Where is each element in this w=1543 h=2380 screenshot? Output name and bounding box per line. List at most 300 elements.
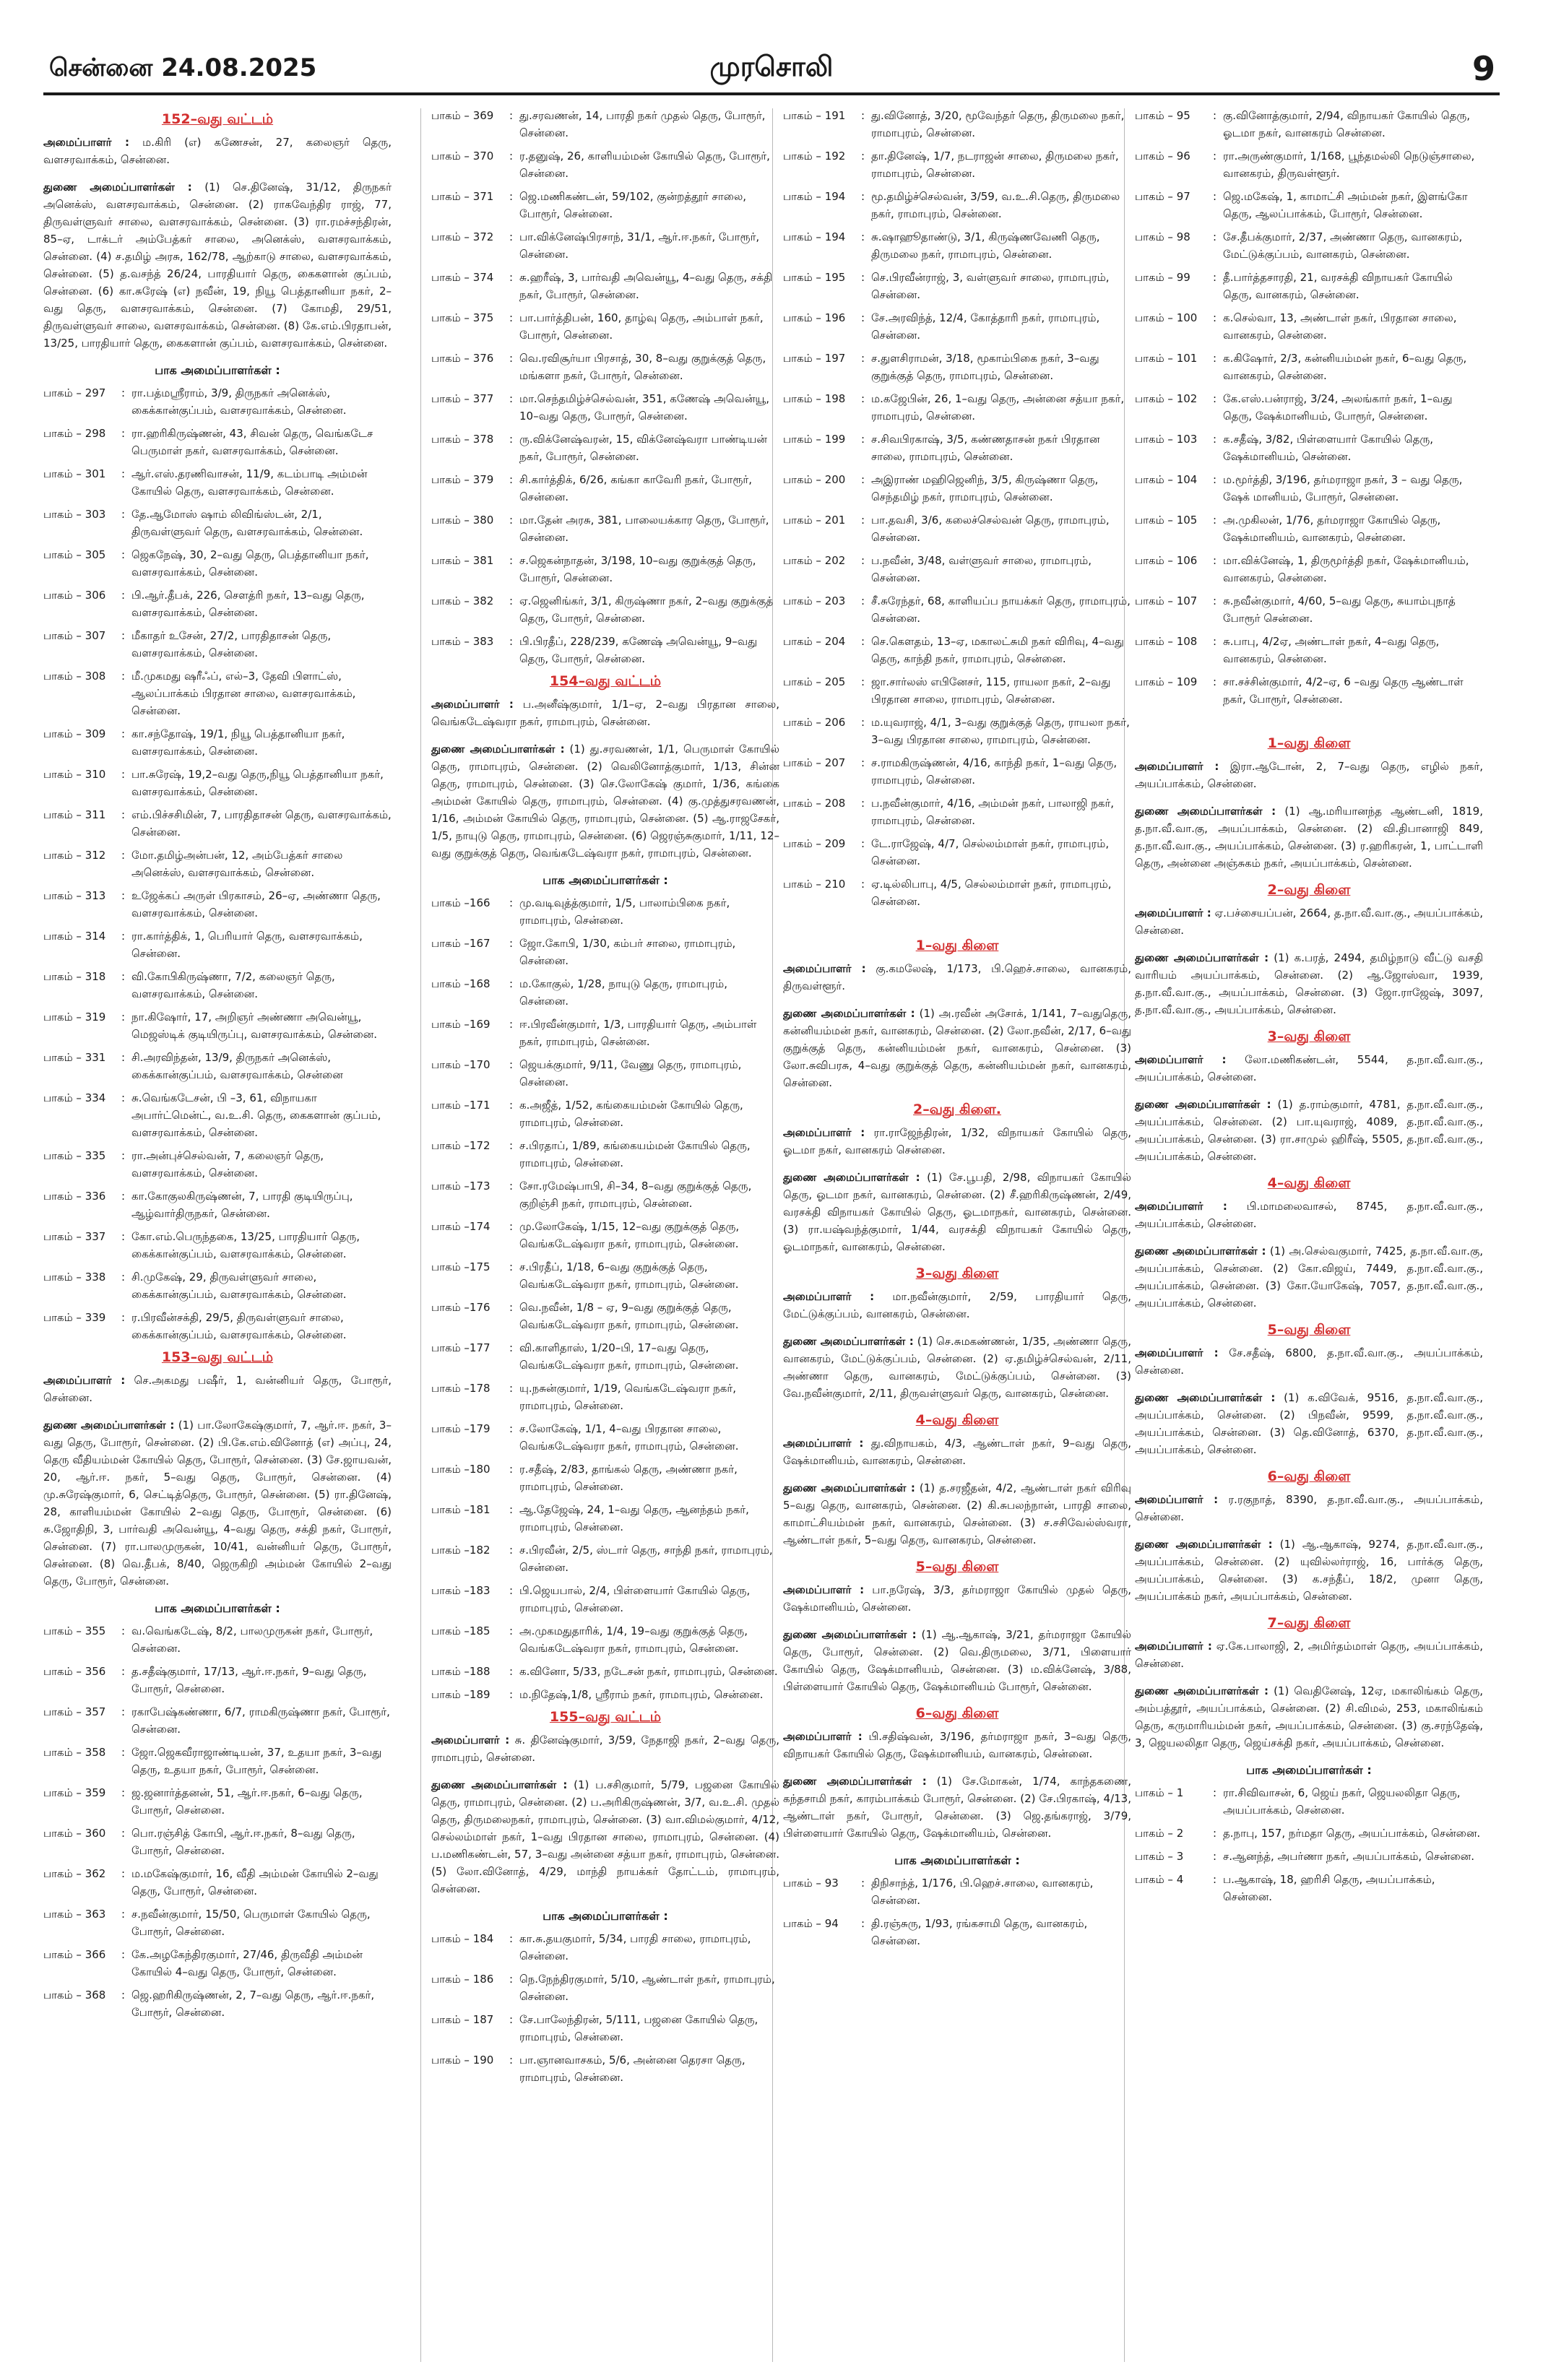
entry-text: (1) ப.சசிகுமார், 5/79, பஜனை கோயில் தெரு, ராமாபுரம், சென்னை. (2) ப.அரிகிருஷ்ணன், 3/7, வ.உ.சி. முதல் தெரு, திருமலைநகர், ராமாபுரம், சென்னை. (3) வா.விமல்குமார், 4/12, செல்லம்மாள் நகர், 1–வது பிரதான சாலை, ராமாபுரம், சென்னை. (4) ப.மணிகண்டன், 57, 3–வது அன்னை சத்யா நகர், ராமாபுரம், சென்னை. (5) லோ.வினோத், 4/29, மாந்தி நாயக்கர் தோட்டம், ராமாபுரம், சென்னை. bbox=[431, 1778, 779, 1895]
booth-number: பாகம் – 336 bbox=[43, 1190, 106, 1203]
separator: : bbox=[861, 230, 865, 243]
entry-text: ர.ரகுநாத், 8390, த.நா.வீ.வா.கு., அயப்பாக்கம், சென்னை. bbox=[1135, 1493, 1483, 1523]
booth-number: பாகம் –171 bbox=[431, 1099, 490, 1112]
separator: : bbox=[121, 1091, 126, 1104]
booth-number: பாகம் – 207 bbox=[783, 756, 846, 769]
separator: : bbox=[509, 109, 514, 122]
booth-number: பாகம் – 194 bbox=[783, 190, 846, 203]
entry-paragraph bbox=[1135, 1198, 1483, 1232]
booth-organiser: பா.ஞானவாசகம், 5/6, அன்னை தெரசா தெரு, ராமாபுரம், சென்னை. bbox=[519, 2054, 745, 2084]
booth-organiser: ஜெ.மணிகண்டன், 59/102, குன்றத்தூர் சாலை, போரூர், சென்னை. bbox=[519, 190, 747, 220]
booth-entry bbox=[43, 1986, 392, 2021]
booth-entry bbox=[783, 592, 1131, 627]
section-heading: 3–வது கிளை bbox=[915, 1265, 999, 1281]
booth-entry bbox=[431, 1501, 779, 1536]
booth-number: பாகம் – 380 bbox=[431, 514, 494, 527]
entry-text: ம.கிரி (எ) கணேசன், 27, கலைஞர் தெரு, வளசரவாக்கம், சென்னை. bbox=[43, 136, 392, 166]
entry-role-label: துணை அமைப்பாளர்கள் : bbox=[783, 1171, 920, 1184]
booth-number: பாகம் – 201 bbox=[783, 514, 846, 527]
subsection-heading: பாக அமைப்பாளர்கள் : bbox=[543, 1909, 668, 1923]
separator: : bbox=[861, 433, 865, 446]
separator: : bbox=[861, 756, 865, 769]
booth-number: பாகம் – 371 bbox=[431, 190, 494, 203]
separator: : bbox=[1213, 1786, 1217, 1799]
booth-organiser: சீ.சுரேந்தர், 68, காளியப்ப நாயக்கர் தெரு, ராமாபுரம், சென்னை. bbox=[871, 594, 1131, 625]
booth-entry bbox=[783, 188, 1131, 222]
separator: : bbox=[861, 635, 865, 648]
separator: : bbox=[1213, 109, 1217, 122]
booth-number: பாகம் – 370 bbox=[431, 150, 494, 163]
entry-role-label: துணை அமைப்பாளர்கள் : bbox=[1135, 805, 1276, 818]
separator: : bbox=[509, 1341, 514, 1354]
separator: : bbox=[861, 473, 865, 486]
booth-organiser: ப.ஆகாஷ், 18, ஹரிசி தெரு, அயப்பாக்கம், சென்னை. bbox=[1223, 1873, 1435, 1903]
separator: : bbox=[861, 514, 865, 527]
separator: : bbox=[121, 670, 126, 683]
separator: : bbox=[121, 427, 126, 440]
booth-organiser: அ.முகிலன், 1/76, தர்மராஜா கோயில் தெரு, ஷேக்மானியம், வானகரம், சென்னை. bbox=[1223, 514, 1441, 544]
separator: : bbox=[509, 1220, 514, 1233]
booth-organiser: தீ.பார்த்தசாரதி, 21, வரசக்தி விநாயகர் கோயில் தெரு, வானகரம், சென்னை. bbox=[1223, 271, 1453, 301]
separator: : bbox=[861, 109, 865, 122]
separator: : bbox=[509, 2013, 514, 2026]
booth-number: பாகம் –175 bbox=[431, 1260, 490, 1273]
section-heading: 4–வது கிளை bbox=[1267, 1175, 1351, 1191]
booth-entry bbox=[43, 1946, 392, 1981]
booth-entry bbox=[431, 894, 779, 929]
booth-entry bbox=[783, 552, 1131, 587]
booth-organiser: சா.சச்சின்குமார், 4/2–ஏ, 6 –வது தெரு ஆண்டாள் நகர், போரூர், சென்னை. bbox=[1223, 675, 1464, 706]
booth-organiser: பா.சுரேஷ், 19,2–வது தெரு,நியூ பெத்தானியா நகர், வளசரவாக்கம், சென்னை. bbox=[131, 768, 384, 798]
booth-number: பாகம் – 368 bbox=[43, 1989, 106, 2002]
separator: : bbox=[121, 768, 126, 781]
booth-number: பாகம் – 109 bbox=[1135, 675, 1198, 688]
booth-organiser: ச.பிரவீன், 2/5, ஸ்டார் தெரு, சாந்தி நகர், ராமாபுரம், சென்னை. bbox=[519, 1544, 773, 1574]
entry-role-label: அமைப்பாளர் : bbox=[431, 698, 514, 711]
booth-entry bbox=[783, 673, 1131, 708]
booth-organiser: பா.பார்த்திபன், 160, தாழ்வு தெரு, அம்பாள் நகர், போரூர், சென்னை. bbox=[519, 311, 764, 342]
booth-number: பாகம் – 362 bbox=[43, 1867, 106, 1880]
booth-number: பாகம் – 107 bbox=[1135, 594, 1198, 607]
booth-entry bbox=[43, 425, 392, 459]
column-divider bbox=[420, 108, 421, 2362]
booth-entry bbox=[43, 1187, 392, 1222]
booth-entry bbox=[1135, 592, 1483, 627]
booth-number: பாகம் –183 bbox=[431, 1584, 490, 1597]
separator: : bbox=[509, 1260, 514, 1273]
booth-organiser: பா.தவசி, 3/6, கலைச்செல்வன் தெரு, ராமாபுரம், சென்னை. bbox=[871, 514, 1110, 544]
booth-number: பாகம் – 309 bbox=[43, 727, 106, 740]
section-heading: 5–வது கிளை bbox=[915, 1559, 999, 1575]
booth-number: பாகம் – 338 bbox=[43, 1271, 106, 1284]
separator: : bbox=[121, 1908, 126, 1921]
booth-entry bbox=[43, 667, 392, 719]
separator: : bbox=[861, 311, 865, 324]
booth-number: பாகம் – 382 bbox=[431, 594, 494, 607]
booth-entry bbox=[431, 430, 779, 465]
entry-paragraph bbox=[783, 960, 1131, 995]
booth-organiser: திநிசாந்த், 1/176, பி.ஹெச்.சாலை, வானகரம், சென்னை. bbox=[871, 1877, 1094, 1907]
separator: : bbox=[509, 1180, 514, 1193]
booth-entry bbox=[1135, 1848, 1483, 1865]
section-heading: 155–வது வட்டம் bbox=[549, 1709, 662, 1725]
booth-number: பாகம் – 301 bbox=[43, 467, 106, 480]
booth-number: பாகம் – 196 bbox=[783, 311, 846, 324]
booth-entry bbox=[783, 633, 1131, 667]
entry-paragraph bbox=[1135, 802, 1483, 872]
booth-organiser: மீ.முகமது ஷரீஃப், எல்–3, தேவி பிளாட்ஸ், ஆலப்பாக்கம் பிரதான சாலை, வளசரவாக்கம், சென்னை. bbox=[131, 670, 356, 717]
booth-entry bbox=[43, 1744, 392, 1778]
section-heading: 6–வது கிளை bbox=[915, 1705, 999, 1721]
separator: : bbox=[121, 629, 126, 642]
section-heading: 153–வது வட்டம் bbox=[161, 1349, 274, 1365]
entry-paragraph bbox=[783, 1626, 1131, 1695]
booth-entry bbox=[1135, 1825, 1483, 1842]
booth-number: பாகம் – 314 bbox=[43, 930, 106, 943]
separator: : bbox=[1213, 230, 1217, 243]
entry-text: (1) செ.சுமகண்ணன், 1/35, அண்ணா தெரு, வானகரம், மேட்டுக்குப்பம், சென்னை. (2) ஏ.தமிழ்ச்செல்வன், 2/11, அண்ணா தெரு, வானகரம், மேட்டுக்குப்பம், சென்னை. (3) வே.நவீன்குமார், 2/11, திருவள்ளுவர் தெரு, வானகரம், சென்னை. bbox=[783, 1335, 1131, 1400]
booth-organiser: ச.சிவபிரகாஷ், 3/5, கண்ணதாசன் நகர் பிரதான சாலை, ராமாபுரம், சென்னை. bbox=[871, 433, 1100, 463]
entry-role-label: துணை அமைப்பாளர்கள் : bbox=[783, 1007, 915, 1020]
booth-entry bbox=[431, 350, 779, 384]
booth-organiser: க.சதீஷ், 3/82, பிள்ளையார் கோயில் தெரு, ஷேக்மானியம், சென்னை. bbox=[1223, 433, 1434, 463]
entry-role-label: துணை அமைப்பாளர்கள் : bbox=[1135, 1391, 1276, 1404]
booth-number: பாகம் – 210 bbox=[783, 878, 846, 891]
booth-number: பாகம் –173 bbox=[431, 1180, 490, 1193]
booth-number: பாகம் – 192 bbox=[783, 150, 846, 163]
entry-text: (1) ஆ.மரியானந்த ஆண்டனி, 1819, த.நா.வீ.வா.கு, அயப்பாக்கம், சென்னை. (2) வி.திபானாஜி 849, த.நா.வீ.வா.கு., அயப்பாக்கம், சென்னை. (3) ர.ஹரிகரன், 1, பாட்டாளி தெரு, அன்னை அஞ்சுகம் நகர், அயப்பாக்கம், சென்னை. bbox=[1135, 805, 1483, 870]
subsection-heading: பாக அமைப்பாளர்கள் : bbox=[894, 1853, 1020, 1867]
booth-number: பாகம் – 337 bbox=[43, 1230, 106, 1243]
booth-organiser: சு.ஹரீஷ், 3, பார்வதி அவென்யூ, 4–வது தெரு, சக்தி நகர், போரூர், சென்னை. bbox=[519, 271, 773, 301]
separator: : bbox=[509, 433, 514, 446]
booth-organiser: ச.நவீன்குமார், 15/50, பெருமாள் கோயில் தெரு, போரூர், சென்னை. bbox=[131, 1908, 371, 1938]
booth-entry bbox=[783, 350, 1131, 384]
booth-organiser: ஜெ.ஹரிகிருஷ்ணன், 2, 7–வது தெரு, ஆர்.ஈ.நகர், போரூர், சென்னை. bbox=[131, 1989, 375, 2019]
booth-number: பாகம் – 187 bbox=[431, 2013, 494, 2026]
subsection-heading: பாக அமைப்பாளர்கள் : bbox=[543, 873, 668, 887]
booth-number: பாகம் – 105 bbox=[1135, 514, 1198, 527]
entry-role-label: அமைப்பாளர் : bbox=[1135, 1640, 1212, 1653]
booth-organiser: தி.ரஞ்சுரு, 1/93, ரங்கசாமி தெரு, வானகரம், சென்னை. bbox=[871, 1917, 1088, 1947]
separator: : bbox=[509, 635, 514, 648]
booth-number: பாகம் – 297 bbox=[43, 386, 106, 399]
booth-entry bbox=[431, 1420, 779, 1455]
booth-entry bbox=[431, 1096, 779, 1131]
booth-entry bbox=[43, 1865, 392, 1900]
booth-entry bbox=[431, 107, 779, 142]
booth-entry bbox=[43, 546, 392, 581]
separator: : bbox=[861, 797, 865, 810]
booth-number: பாகம் – 308 bbox=[43, 670, 106, 683]
booth-organiser: ச.துளசிராமன், 3/18, மூகாம்பிகை நகர், 3–வது குறுக்குத் தெரு, ராமாபுரம், சென்னை. bbox=[871, 352, 1099, 382]
booth-organiser: ஈ.பிரவீன்குமார், 1/3, பாரதியார் தெரு, அம்பாள் நகர், ராமாபுரம், சென்னை. bbox=[519, 1018, 757, 1048]
booth-entry bbox=[431, 511, 779, 546]
booth-organiser: சோ.ரமேஷ்பாபி, சி–34, 8–வது குறுக்குத் தெரு, குறிஞ்சி நகர், ராமாபுரம், சென்னை. bbox=[519, 1180, 752, 1210]
separator: : bbox=[861, 392, 865, 405]
column-3 bbox=[783, 107, 1131, 1955]
booth-organiser: ஜெயக்குமார், 9/11, வேணு தெரு, ராமாபுரம், சென்னை. bbox=[519, 1058, 742, 1089]
booth-entry bbox=[783, 471, 1131, 506]
booth-number: பாகம் – 334 bbox=[43, 1091, 106, 1104]
booth-number: பாகம் – 191 bbox=[783, 109, 846, 122]
booth-organiser: ஜெ.மகேஷ், 1, காமாட்சி அம்மன் நகர், இளங்கோ தெரு, ஆலப்பாக்கம், போரூர், சென்னை. bbox=[1223, 190, 1468, 220]
separator: : bbox=[509, 1382, 514, 1395]
separator: : bbox=[121, 589, 126, 602]
separator: : bbox=[509, 473, 514, 486]
entry-role-label: துணை அமைப்பாளர்கள் : bbox=[783, 1481, 915, 1494]
booth-organiser: வெ.ரவிசூர்யா பிரசாத், 30, 8–வது குறுக்குத் தெரு, மங்களா நகர், போரூர், சென்னை. bbox=[519, 352, 766, 382]
separator: : bbox=[861, 1877, 865, 1890]
booth-organiser: கா.சந்தோஷ், 19/1, நியூ பெத்தானியா நகர், வளசரவாக்கம், சென்னை. bbox=[131, 727, 345, 758]
separator: : bbox=[509, 1665, 514, 1678]
booth-number: பாகம் – 378 bbox=[431, 433, 494, 446]
section-heading: 6–வது கிளை bbox=[1267, 1468, 1351, 1484]
booth-organiser: யு.நசுன்குமார், 1/19, வெங்கடேஷ்வரா நகர், ராமாபுரம், சென்னை. bbox=[519, 1382, 736, 1412]
booth-organiser: ச.பிரதாப், 1/89, கங்கையம்மன் கோயில் தெரு, ராமாபுரம், சென்னை. bbox=[519, 1139, 751, 1169]
booth-entry bbox=[431, 1137, 779, 1172]
section-heading: 7–வது கிளை bbox=[1267, 1615, 1351, 1631]
separator: : bbox=[861, 190, 865, 203]
booth-organiser: ஏ.டில்லிபாபு, 4/5, செல்லம்மாள் நகர், ராமாபுரம், சென்னை. bbox=[871, 878, 1112, 908]
separator: : bbox=[121, 1827, 126, 1840]
spacer bbox=[1135, 714, 1483, 731]
separator: : bbox=[509, 1301, 514, 1314]
booth-organiser: ஜெகநேஷ், 30, 2–வது தெரு, பெத்தானியா நகர், வளசரவாக்கம், சென்னை. bbox=[131, 548, 369, 579]
booth-entry bbox=[431, 1970, 779, 2005]
separator: : bbox=[121, 1011, 126, 1024]
booth-number: பாகம் – 366 bbox=[43, 1948, 106, 1961]
entry-role-label: அமைப்பாளர் : bbox=[783, 1437, 864, 1450]
entry-text: கு.கமலேஷ், 1/173, பி.ஹெச்.சாலை, வானகரம், திருவள்ளூர். bbox=[783, 962, 1131, 992]
separator: : bbox=[509, 594, 514, 607]
entry-role-label: துணை அமைப்பாளர்கள் : bbox=[783, 1775, 927, 1788]
separator: : bbox=[1213, 1873, 1217, 1886]
entry-paragraph bbox=[43, 1372, 392, 1406]
booth-entry bbox=[431, 1541, 779, 1576]
booth-number: பாகம் – 106 bbox=[1135, 554, 1198, 567]
separator: : bbox=[121, 1230, 126, 1243]
entry-paragraph bbox=[1135, 1536, 1483, 1605]
booth-entry bbox=[43, 506, 392, 540]
booth-entry bbox=[431, 269, 779, 303]
issue-date: சென்னை 24.08.2025 bbox=[49, 53, 317, 82]
booth-number: பாகம் – 372 bbox=[431, 230, 494, 243]
booth-entry bbox=[1135, 147, 1483, 182]
entry-text: செ.அகமது பஷீர், 1, வன்னியர் தெரு, போரூர், சென்னை. bbox=[43, 1374, 392, 1404]
booth-organiser: வெ.நவீன், 1/8 – ஏ, 9–வது குறுக்குத் தெரு, வெங்கடேஷ்வரா நகர், ராமாபுரம், சென்னை. bbox=[519, 1301, 739, 1331]
booth-entry bbox=[43, 927, 392, 962]
entry-paragraph bbox=[783, 1435, 1131, 1469]
booth-number: பாகம் – 374 bbox=[431, 271, 494, 284]
booth-organiser: சி.அரவிந்தன், 13/9, திருநகர் அனெக்ஸ், கைக்கான்குப்பம், வளசரவாக்கம், சென்னை bbox=[131, 1051, 343, 1081]
separator: : bbox=[509, 1503, 514, 1516]
booth-organiser: த.நாபு, 157, நர்மதா தெரு, அயப்பாக்கம், சென்னை. bbox=[1223, 1827, 1481, 1840]
booth-organiser: எம்.பிச்சசிமின், 7, பாரதிதாசன் தெரு, வளசரவாக்கம், சென்னை. bbox=[131, 808, 392, 839]
entry-text: (1) த.சரஜீதன், 4/2, ஆண்டாள் நகர் விரிவு 5–வது தெரு, வானகரம், சென்னை. (2) கி.சுபலந்நான், பாரதி சாலை, காமாட்சியம்மன் நகர், வானகரம், சென்னை. (3) ச.சசிவேல்ஸ்வரா, ஆண்டாள் நகர், 5–வது தெரு, வானகரம், சென்னை. bbox=[783, 1481, 1131, 1546]
booth-number: பாகம் – 97 bbox=[1135, 190, 1190, 203]
separator: : bbox=[121, 727, 126, 740]
booth-entry bbox=[431, 2051, 779, 2086]
booth-number: பாகம் – 358 bbox=[43, 1746, 106, 1759]
entry-role-label: அமைப்பாளர் : bbox=[783, 1730, 863, 1743]
separator: : bbox=[509, 1624, 514, 1637]
booth-organiser: பொ.ரஞ்சித் கோபி, ஆர்.ஈ.நகர், 8–வது தெரு, போரூர், சென்னை. bbox=[131, 1827, 355, 1857]
entry-role-label: அமைப்பாளர் : bbox=[1135, 760, 1219, 773]
booth-organiser: சி.முகேஷ், 29, திருவள்ளுவர் சாலை, கைக்கான்குப்பம், வளசரவாக்கம், சென்னை. bbox=[131, 1271, 347, 1301]
booth-organiser: பா.விக்னேஷ்பிரசாந், 31/1, ஆர்.ஈ.நகர், போரூர், சென்னை. bbox=[519, 230, 760, 261]
entry-text: ஏ.பச்சையப்பன், 2664, த.நா.வீ.வா.கு., அயப்பாக்கம், சென்னை. bbox=[1135, 906, 1483, 937]
separator: : bbox=[509, 230, 514, 243]
booth-number: பாகம் – 194 bbox=[783, 230, 846, 243]
booth-number: பாகம் – 199 bbox=[783, 433, 846, 446]
booth-organiser: மு.வடிவுத்த்குமார், 1/5, பாலாம்பிகை நகர், ராமாபுரம், சென்னை. bbox=[519, 896, 730, 927]
booth-entry bbox=[43, 1268, 392, 1303]
booth-organiser: தா.தினேஷ், 1/7, நடராஜன் சாலை, திருமலை நகர், ராமாபுரம், சென்னை. bbox=[871, 150, 1119, 180]
booth-entry bbox=[1135, 188, 1483, 222]
booth-entry bbox=[431, 1299, 779, 1333]
booth-entry bbox=[43, 1703, 392, 1738]
booth-number: பாகம் – 318 bbox=[43, 970, 106, 983]
booth-organiser: செ.பிரவீன்ராஜ், 3, வள்ளுவர் சாலை, ராமாபுரம், சென்னை. bbox=[871, 271, 1110, 301]
booth-number: பாகம் – 376 bbox=[431, 352, 494, 365]
separator: : bbox=[509, 1058, 514, 1071]
booth-entry bbox=[43, 1663, 392, 1697]
separator: : bbox=[509, 1139, 514, 1152]
section-heading: 154–வது வட்டம் bbox=[549, 673, 662, 689]
booth-number: பாகம் –182 bbox=[431, 1544, 490, 1557]
entry-text: லோ.மணிகண்டன், 5544, த.நா.வீ.வா.கு., அயப்பாக்கம், சென்னை. bbox=[1135, 1053, 1483, 1083]
page-number: 9 bbox=[1471, 49, 1495, 88]
subsection-heading: பாக அமைப்பாளர்கள் : bbox=[1246, 1763, 1372, 1777]
entry-role-label: துணை அமைப்பாளர்கள் : bbox=[1135, 1538, 1273, 1551]
booth-entry bbox=[783, 269, 1131, 303]
booth-entry bbox=[431, 1258, 779, 1293]
booth-entry bbox=[783, 228, 1131, 263]
booth-organiser: ஜோ.கோபி, 1/30, கம்பர் சாலை, ராமாபுரம், சென்னை. bbox=[519, 937, 736, 967]
booth-entry bbox=[43, 1008, 392, 1043]
booth-number: பாகம் – 101 bbox=[1135, 352, 1198, 365]
booth-organiser: பி.பிரதீப், 228/239, கணேஷ் அவென்யூ, 9–வது தெரு, போரூர், சென்னை. bbox=[519, 635, 758, 665]
booth-number: பாகம் –178 bbox=[431, 1382, 490, 1395]
booth-number: பாகம் – 363 bbox=[43, 1908, 106, 1921]
entry-text: பா.நரேஷ், 3/3, தர்மராஜா கோயில் முதல் தெரு, ஷேக்மானியம், சென்னை. bbox=[783, 1583, 1131, 1614]
entry-text: (1) ஆ.ஆகாஷ், 9274, த.நா.வீ.வா.கு., அயப்பாக்கம், சென்னை. (2) யுவில்லர்ராஜ், 16, பார்க்கு தெரு, அயப்பாக்கம், சென்னை. (3) க.சந்தீப், 18/2, முனா தெரு, அயப்பாக்கம் நகர், அயப்பாக்கம், சென்னை. bbox=[1135, 1538, 1483, 1603]
entry-role-label: துணை அமைப்பாளர்கள் : bbox=[1135, 1245, 1266, 1258]
booth-organiser: மா.செந்தமிழ்ச்செல்வன், 351, கணேஷ் அவென்யூ, 10–வது தெரு, போரூர், சென்னை. bbox=[519, 392, 769, 423]
booth-entry bbox=[431, 228, 779, 263]
booth-entry bbox=[783, 1915, 1131, 1950]
booth-number: பாகம் –180 bbox=[431, 1463, 490, 1476]
booth-organiser: க.வினோ, 5/33, நடேசன் நகர், ராமாபுரம், சென்னை. bbox=[519, 1665, 778, 1678]
entry-text: ரா.ராஜேந்திரன், 1/32, விநாயகர் கோயில் தெரு, ஓடமா நகர், வானகரம் சென்னை. bbox=[783, 1126, 1131, 1156]
separator: : bbox=[509, 1422, 514, 1435]
separator: : bbox=[509, 2054, 514, 2067]
entry-paragraph bbox=[1135, 1344, 1483, 1379]
booth-entry bbox=[431, 147, 779, 182]
booth-entry bbox=[43, 384, 392, 419]
booth-entry bbox=[431, 552, 779, 587]
entry-text: (1) பா.லோகேஷ்குமார், 7, ஆர்.ஈ. நகர், 3–வது தெரு, போரூர், சென்னை. (2) பி.கே.எம்.வினோத் (எ) அப்பு, 24, தெரு வீதியம்மன் கோயில் தெரு, போரூர், சென்னை. (3) சே.ஜாயவன், 20, ஆர்.ஈ. நகர், 5–வது தெரு, போரூர், சென்னை. (4) மு.சுரேஷ்குமார், 6, செட்டித்தெரு, போரூர், சென்னை. (5) ரா.தினேஷ், 28, காளியம்மன் கோயில் 2–வது தெரு, போரூர், சென்னை. (6) சு.ஜோதிநி, 3, பார்வதி அவென்யூ, 4–வது தெரு, சக்தி நகர், போரூர், சென்னை. (7) ரா.பாலமுருகன், 10/41, வன்னியர் தெரு, போரூர், சென்னை. (8) வெ.தீபக், 8/40, ஜெருகிறி அம்மன் கோயில் 2–வது தெரு, போரூர், சென்னை. bbox=[43, 1419, 392, 1588]
booth-number: பாகம் – 190 bbox=[431, 2054, 494, 2067]
booth-entry bbox=[1135, 511, 1483, 546]
separator: : bbox=[861, 1917, 865, 1930]
entry-text: இரா.ஆடோன், 2, 7–வது தெரு, எழில் நகர், அயப்பாக்கம், சென்னை. bbox=[1135, 760, 1483, 790]
booth-number: பாகம் –169 bbox=[431, 1018, 490, 1031]
booth-entry bbox=[783, 390, 1131, 425]
booth-entry bbox=[431, 1930, 779, 1965]
booth-entry bbox=[43, 725, 392, 760]
booth-entry bbox=[431, 1056, 779, 1091]
booth-entry bbox=[43, 1784, 392, 1819]
entry-paragraph bbox=[1135, 904, 1483, 939]
separator: : bbox=[509, 1018, 514, 1031]
entry-text: (1) சே.பூபதி, 2/98, விநாயகர் கோயில் தெரு, ஓடமா நகர், வானகரம், சென்னை. (2) சீ.ஹரிகிருஷ்ணன், 2/49, வரசக்தி விநாயகர் கோயில் தெரு, ஓடமாநகர், வானகரம், சென்னை. (3) ரா.யஷ்வந்த்குமார், 1/44, வரசக்தி விநாயகர் கோயில் தெரு, ஓடமாநகர், வானகரம், சென்னை. bbox=[783, 1171, 1131, 1253]
booth-entry bbox=[431, 935, 779, 969]
entry-text: து.விநாயகம், 4/3, ஆண்டாள் நகர், 9–வது தெரு, ஷேக்மானியம், வானகரம், சென்னை. bbox=[783, 1437, 1131, 1467]
booth-organiser: க.கிஷோர், 2/3, கன்னியம்மன் நகர், 6–வது தெரு, வானகரம், சென்னை. bbox=[1223, 352, 1467, 382]
entry-paragraph bbox=[1135, 949, 1483, 1018]
booth-entry bbox=[1135, 228, 1483, 263]
separator: : bbox=[121, 1867, 126, 1880]
separator: : bbox=[861, 716, 865, 729]
booth-organiser: ர.பிரவீன்சக்தி, 29/5, திருவள்ளுவர் சாலை, கைக்கான்குப்பம், வளசரவாக்கம், சென்னை. bbox=[131, 1311, 347, 1341]
booth-organiser: மூ.தமிழ்ச்செல்வன், 3/59, வ.உ.சி.தெரு, திருமலை நகர், ராமாபுரம், சென்னை. bbox=[871, 190, 1120, 220]
booth-organiser: ர.சதீஷ், 2/83, தாங்கல் தெரு, அண்ணா நகர், ராமாபுரம், சென்னை. bbox=[519, 1463, 738, 1493]
booth-number: பாகம் –172 bbox=[431, 1139, 490, 1152]
booth-number: பாகம் – 356 bbox=[43, 1665, 106, 1678]
booth-number: பாகம் – 103 bbox=[1135, 433, 1198, 446]
entry-paragraph bbox=[783, 1581, 1131, 1616]
separator: : bbox=[1213, 150, 1217, 163]
entry-paragraph bbox=[783, 1124, 1131, 1159]
separator: : bbox=[861, 594, 865, 607]
booth-number: பாகம் – 305 bbox=[43, 548, 106, 561]
separator: : bbox=[1213, 433, 1217, 446]
separator: : bbox=[1213, 392, 1217, 405]
separator: : bbox=[1213, 311, 1217, 324]
booth-organiser: உஜேக்கப் அருள் பிரகாசம், 26–ஏ, அண்ணா தெரு, வளசரவாக்கம், சென்னை. bbox=[131, 889, 381, 919]
booth-entry bbox=[43, 1905, 392, 1940]
subsection-heading: பாக அமைப்பாளர்கள் : bbox=[155, 363, 280, 377]
booth-number: பாகம் – 1 bbox=[1135, 1786, 1184, 1799]
entry-text: (1) சே.மோகன், 1/74, காந்தகணை, கந்தசாமி நகர், காரம்பாக்கம் போரூர், சென்னை. (2) சே.பிரகாஷ், 4/13, ஆண்டாள் நகர், போரூர், சென்னை. (3) ஜெ.தங்கராஜ், 3/79, பிள்ளையார் கோயில் தெரு, ஷேக்மானியம், சென்னை. bbox=[783, 1775, 1131, 1840]
booth-organiser: ரா.கார்த்திக், 1, பெரியார் தெரு, வளசரவாக்கம், சென்னை. bbox=[131, 930, 363, 960]
booth-entry bbox=[1135, 1784, 1483, 1819]
booth-organiser: ச.பிரதீப், 1/18, 6–வது குறுக்குத் தெரு, வெங்கடேஷ்வரா நகர், ராமாபுரம், சென்னை. bbox=[519, 1260, 739, 1291]
booth-number: பாகம் – 93 bbox=[783, 1877, 839, 1890]
booth-entry bbox=[43, 887, 392, 922]
booth-entry bbox=[43, 806, 392, 841]
separator: : bbox=[121, 889, 126, 902]
entry-paragraph bbox=[1135, 1389, 1483, 1458]
separator: : bbox=[1213, 1850, 1217, 1863]
separator: : bbox=[509, 392, 514, 405]
entry-text: (1) து.சரவணன், 1/1, பெருமாள் கோயில் தெரு, ராமாபுரம், சென்னை. (2) வெலினோத்குமார், 1/13, சின்ன தெரு, ராமாபுரம், சென்னை. (3) செ.லோகேஷ் குமார், 1/36, கங்கை அம்மன் கோயில் தெரு, ராமாபுரம், சென்னை. (4) கு.முத்துசரவணன், 1/16, அம்மன் கோயில் தெரு, ராமாபுரம், சென்னை. (5) ஆ.ராஜசேகர், 1/5, நாயுடு தெரு, ராமாபுரம், சென்னை. (6) ஜெரஞ்சுகுமார், 1/11, 12–வது குறுக்குத் தெரு, வெங்கடேஷ்வரா நகர், ராமாபுரம், சென்னை. bbox=[431, 743, 779, 860]
separator: : bbox=[1213, 514, 1217, 527]
booth-organiser: பி.ஆர்.தீபக், 226, செளத்ரி நகர், 13–வது தெரு, வளசரவாக்கம், சென்னை. bbox=[131, 589, 365, 619]
separator: : bbox=[121, 970, 126, 983]
booth-number: பாகம் –185 bbox=[431, 1624, 490, 1637]
booth-number: பாகம் –168 bbox=[431, 977, 490, 990]
booth-number: பாகம் – 186 bbox=[431, 1973, 494, 1986]
booth-organiser: சு.ஷாஹூதாண்டு, 3/1, கிருஷ்ணவேணி தெரு, திருமலை நகர், ராமாபுரம், சென்னை. bbox=[871, 230, 1100, 261]
booth-organiser: தே.ஆமோஸ் ஷாம் லிவிங்ஸ்டன், 2/1, திருவள்ளுவர் தெரு, வளசரவாக்கம், சென்னை. bbox=[131, 508, 363, 538]
booth-number: பாகம் – 298 bbox=[43, 427, 106, 440]
booth-number: பாகம் – 310 bbox=[43, 768, 106, 781]
entry-role-label: துணை அமைப்பாளர்கள் : bbox=[783, 1335, 914, 1348]
separator: : bbox=[1213, 271, 1217, 284]
